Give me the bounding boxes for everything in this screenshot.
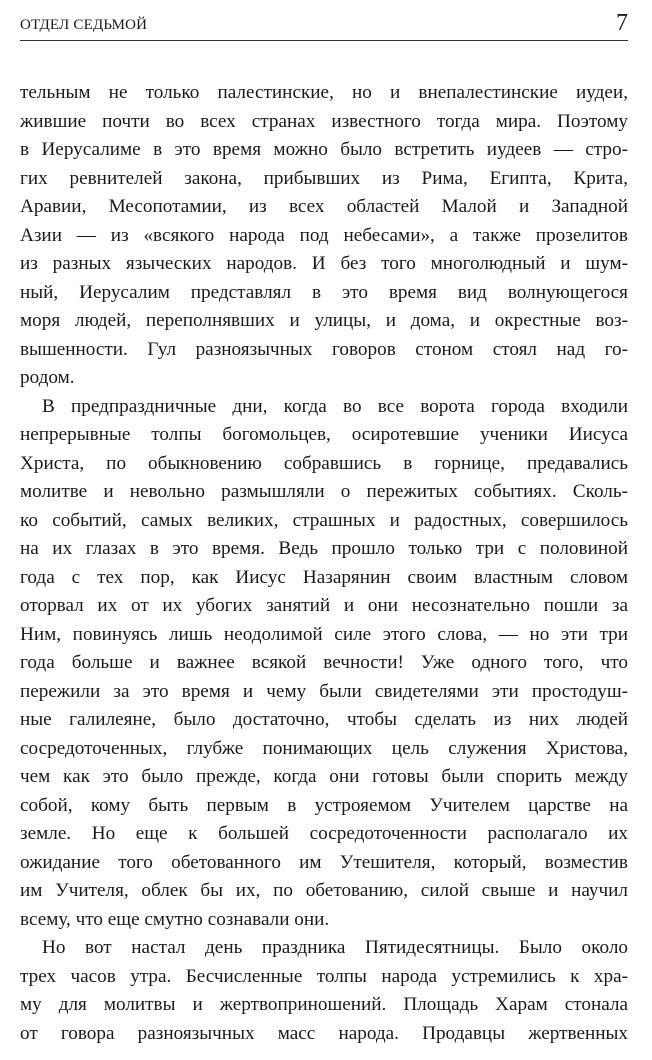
text-line: собой, кому быть первым в устрояемом Учителем царстве на (20, 794, 628, 816)
text-line: вышенности. Гул разноязычных говоров стоном стоял над го- (20, 338, 628, 360)
text-line: Ним, повинуясь лишь неодолимой силе этого слова, — но эти три (20, 623, 628, 645)
text-line: года с тех пор, как Иисус Назарянин своим властным словом (20, 566, 628, 588)
text-line: из разных языческих народов. И без того многолюдный и шум- (20, 253, 628, 274)
text-line: пережили за это время и чему были свидетелями эти простодуш- (20, 680, 628, 702)
text-line: от говора разноязычных масс народа. Продавцы жертвенных (20, 1022, 628, 1044)
body-text (20, 79, 628, 1048)
running-head: ОТДЕЛ СЕДЬМОЙ (20, 17, 148, 33)
text-line: му для молитвы и жертвоприношений. Площадь Харам стонала (20, 994, 628, 1015)
text-line: тельным не только палестинские, но и внепалестинские иудеи, (20, 82, 628, 103)
text-line: Аравии, Месопотамии, из всех областей Малой и Западной (20, 196, 628, 217)
text-line: моря людей, переполнявших и улицы, и дома, и окрестные воз- (20, 310, 628, 331)
text-line: трех часов утра. Бесчисленные толпы народа устремились к хра- (20, 965, 628, 987)
text-line: в Иерусалиме в это время можно было встретить иудеев — стро- (20, 139, 628, 160)
text-line: сосредоточенных, глубже понимающих цель служения Христова, (20, 737, 628, 759)
text-line: В предпраздничные дни, когда во все ворота города входили (42, 395, 628, 417)
text-line: года больше и важнее всякой вечности! Уже одного того, что (20, 652, 628, 673)
text-line: ожидание того обетованного им Утешителя, который, возместив (20, 851, 628, 873)
paragraph-1 (20, 79, 628, 393)
page-number: 7 (616, 10, 628, 36)
text-line: им Учителя, облек бы их, по обетованию, силой свыше и научил (20, 880, 628, 901)
text-line: Азии — из «всякого народа под небесами», а также прозелитов (20, 224, 628, 246)
paragraph-3 (20, 934, 628, 1048)
text-line: ко событий, самых великих, страшных и радостных, совершилось (20, 509, 628, 531)
text-line: чем как это было прежде, когда они готовы были спорить между (20, 766, 628, 787)
text-line: на их глазах в это время. Ведь прошло только три с половиной (20, 538, 628, 559)
text-line: гих ревнителей закона, прибывших из Рима, Египта, Крита, (20, 167, 628, 189)
page-header (20, 8, 628, 41)
text-line: Но вот настал день праздника Пятидесятницы. Было около (42, 937, 628, 958)
text-line: всему, что еще смутно сознавали они. (20, 908, 330, 930)
text-line: молитве и невольно размышляли о пережитых событиях. Сколь- (20, 481, 628, 502)
text-line: земле. Но еще к большей сосредоточенности располагало их (20, 823, 628, 844)
paragraph-2 (20, 393, 628, 935)
text-line: ный, Иерусалим представлял в это время вид волнующегося (20, 281, 628, 303)
text-line: жившие почти во всех странах известного тогда мира. Поэтому (20, 110, 628, 132)
text-line: родом. (20, 367, 75, 388)
text-line: оторвал их от их убогих занятий и они несознательно пошли за (20, 595, 628, 616)
text-line: непрерывные толпы богомольцев, осиротевшие ученики Иисуса (20, 424, 628, 445)
text-line: ные галилеяне, было достаточно, чтобы сделать из них людей (20, 709, 628, 730)
text-line: Христа, по обыкновению собравшись в горнице, предавались (20, 452, 628, 474)
